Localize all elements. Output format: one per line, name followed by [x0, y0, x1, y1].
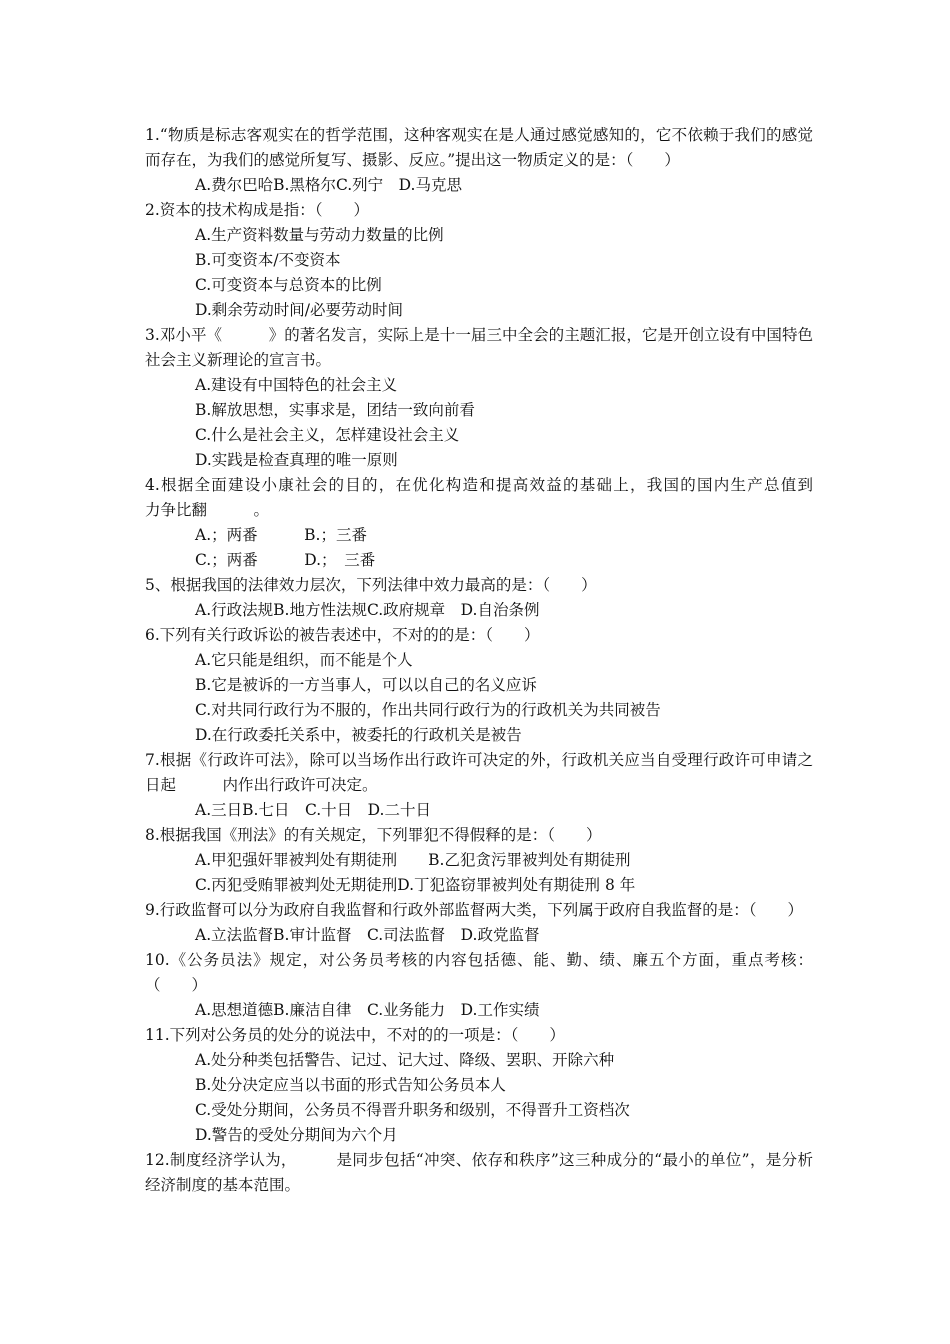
question-2-option-a: A.生产资料数量与劳动力数量的比例 — [195, 226, 444, 244]
question-8-options-ab: A.甲犯强奸罪被判处有期徒刑 B.乙犯贪污罪被判处有期徒刑 — [195, 851, 631, 869]
question-3-option-c: C.什么是社会主义，怎样建设社会主义 — [195, 426, 460, 444]
question-4-options-ab: A.；两番 B.；三番 — [195, 526, 367, 544]
question-3-option-b: B.解放思想，实事求是，团结一致向前看 — [195, 401, 475, 419]
question-8-stem: 8.根据我国《刑法》的有关规定，下列罪犯不得假释的是：（ ） — [145, 826, 602, 844]
question-list — [145, 123, 860, 1198]
question-5-options: A.行政法规B.地方性法规C.政府规章 D.自治条例 — [195, 601, 540, 619]
question-4-options-cd: C.；两番 D.； 三番 — [195, 551, 376, 569]
question-12-stem: 12.制度经济学认为， 是同步包括“冲突、依存和秩序”这三种成分的“最小的单位”，是分析经济制度的基本范围。 — [145, 1151, 813, 1194]
question-2-option-c: C.可变资本与总资本的比例 — [195, 276, 382, 294]
question-6-option-c: C.对共同行政行为不服的，作出共同行政行为的行政机关为共同被告 — [195, 701, 661, 719]
question-11-option-a: A.处分种类包括警告、记过、记大过、降级、罢职、开除六种 — [195, 1051, 615, 1069]
question-6-stem: 6.下列有关行政诉讼的被告表述中，不对的的是：（ ） — [145, 626, 540, 644]
question-11-stem: 11.下列对公务员的处分的说法中，不对的的一项是：（ ） — [145, 1026, 565, 1044]
question-9-stem: 9.行政监督可以分为政府自我监督和行政外部监督两大类，下列属于政府自我监督的是：（ ） — [145, 901, 804, 919]
question-6-option-a: A.它只能是组织，而不能是个人 — [195, 651, 413, 669]
question-3-option-a: A.建设有中国特色的社会主义 — [195, 376, 398, 394]
question-9-options: A.立法监督B.审计监督 C.司法监督 D.政党监督 — [195, 926, 540, 944]
question-8-options-cd: C.丙犯受贿罪被判处无期徒刑D.丁犯盗窃罪被判处有期徒刑 8 年 — [195, 876, 636, 894]
question-7-options: A.三日B.七日 C.十日 D.二十日 — [195, 801, 431, 819]
question-10-stem: 10.《公务员法》规定，对公务员考核的内容包括德、能、勤、绩、廉五个方面，重点考核：（ ） — [145, 951, 813, 994]
question-11-option-b: B.处分决定应当以书面的形式告知公务员本人 — [195, 1076, 506, 1094]
question-6-option-d: D.在行政委托关系中，被委托的行政机关是被告 — [195, 726, 522, 744]
question-11-option-c: C.受处分期间，公务员不得晋升职务和级别，不得晋升工资档次 — [195, 1101, 630, 1119]
question-10-options: A.思想道德B.廉洁自律 C.业务能力 D.工作实绩 — [195, 1001, 540, 1019]
question-1-stem: 1.“物质是标志客观实在的哲学范围，这种客观实在是人通过感觉感知的，它不依赖于我们的感觉而存在，为我们的感觉所复写、摄影、反应。”提出这一物质定义的是：（ ） — [145, 126, 813, 169]
question-5-stem: 5、根据我国的法律效力层次，下列法律中效力最高的是：（ ） — [145, 576, 597, 594]
question-6-option-b: B.它是被诉的一方当事人，可以以自己的名义应诉 — [195, 676, 537, 694]
question-2-option-d: D.剩余劳动时间/必要劳动时间 — [195, 301, 404, 319]
question-11-option-d: D.警告的受处分期间为六个月 — [195, 1126, 398, 1144]
question-7-stem: 7.根据《行政许可法》，除可以当场作出行政许可决定的外，行政机关应当自受理行政许可申请之日起 内作出行政许可决定。 — [145, 751, 813, 794]
question-3-option-d: D.实践是检查真理的唯一原则 — [195, 451, 398, 469]
question-1-options: A.费尔巴哈B.黑格尔C.列宁 D.马克思 — [195, 176, 462, 194]
question-4-stem: 4.根据全面建设小康社会的目的，在优化构造和提高效益的基础上，我国的国内生产总值到 力争比翻 。 — [145, 476, 860, 519]
question-3-stem: 3.邓小平《 》的著名发言，实际上是十一届三中全会的主题汇报，它是开创立设有中国特色社会主义新理论的宣言书。 — [145, 326, 813, 369]
question-2-stem: 2.资本的技术构成是指：（ ） — [145, 201, 370, 219]
question-2-option-b: B.可变资本/不变资本 — [195, 251, 341, 269]
